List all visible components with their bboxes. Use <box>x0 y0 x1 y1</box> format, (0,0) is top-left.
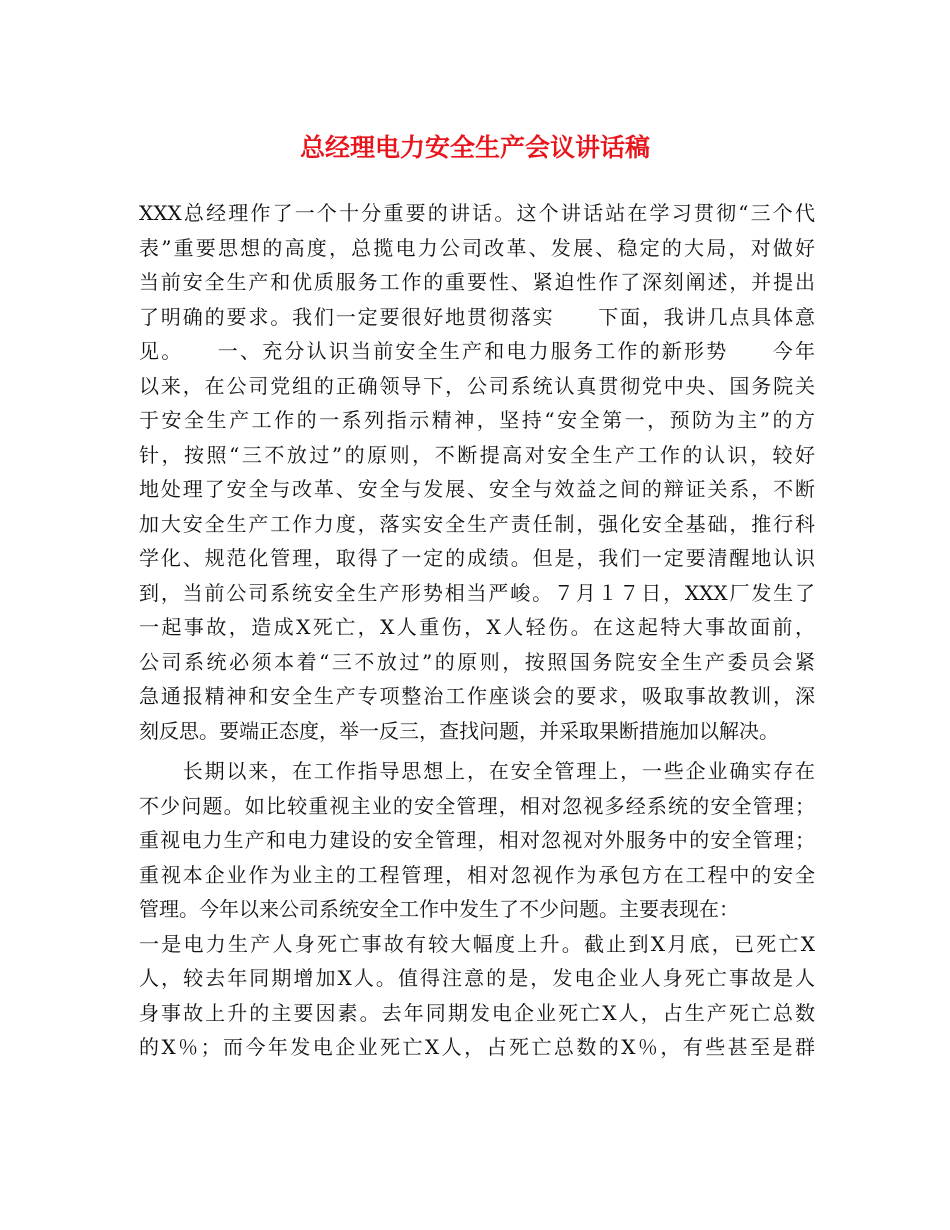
text-line: 一起事故，造成X死亡，X人重伤，X人轻伤。在这起特大事故面前， <box>139 615 815 639</box>
text-line: 人，较去年同期增加X人。值得注意的是，发电企业人身死亡事故是人 <box>139 966 815 990</box>
document-title: 总经理电力安全生产会议讲话稿 <box>299 133 650 162</box>
paragraph-1 <box>139 196 815 748</box>
text-line: 一是电力生产人身死亡事故有较大幅度上升。截止到X月底，已死亡X <box>139 931 815 956</box>
text-line: 长期以来，在工作指导思想上，在安全管理上，一些企业确实存在 <box>139 759 815 783</box>
text-line: 管理。今年以来公司系统安全工作中发生了不少问题。主要表现在： <box>139 897 739 921</box>
text-line: 了明确的要求。我们一定要很好地贯彻落实 下面，我讲几点具体意 <box>139 304 815 329</box>
text-line: 当前安全生产和优质服务工作的重要性、紧迫性作了深刻阐述，并提出 <box>139 270 815 294</box>
text-line: 针，按照“三不放过”的原则，不断提高对安全生产工作的认识，较好 <box>139 442 815 467</box>
text-line: 身事故上升的主要因素。去年同期发电企业死亡X人，占生产死亡总数 <box>139 1000 815 1025</box>
text-line: 刻反思。要端正态度，举一反三，查找问题，并采取果断措施加以解决。 <box>139 718 779 743</box>
text-line: 的X％；而今年发电企业死亡X人，占死亡总数的X％，有些甚至是群 <box>139 1035 815 1059</box>
text-line: 重视电力生产和电力建设的安全管理，相对忽视对外服务中的安全管理； <box>139 828 815 852</box>
text-line: 到，当前公司系统安全生产形势相当严峻。７月１７日，XXX厂发生了 <box>139 580 815 605</box>
text-line: 见。 一、充分认识当前安全生产和电力服务工作的新形势 今年 <box>139 339 815 363</box>
text-line: 不少问题。如比较重视主业的安全管理，相对忽视多经系统的安全管理； <box>139 793 815 818</box>
text-line: 加大安全生产工作力度，落实安全生产责任制，强化安全基础，推行科 <box>139 511 815 536</box>
text-line: 公司系统必须本着“三不放过”的原则，按照国务院安全生产委员会紧 <box>139 649 815 674</box>
document-body <box>139 196 815 1065</box>
text-line: 地处理了安全与改革、安全与发展、安全与效益之间的辩证关系，不断 <box>139 477 815 501</box>
text-line: 表”重要思想的高度，总揽电力公司改革、发展、稳定的大局，对做好 <box>139 235 815 260</box>
paragraph-2 <box>139 754 815 1065</box>
text-line: XXX总经理作了一个十分重要的讲话。这个讲话站在学习贯彻“三个代 <box>139 201 815 225</box>
text-line: 以来，在公司党组的正确领导下，公司系统认真贯彻党中央、国务院关 <box>139 373 815 398</box>
text-line: 于安全生产工作的一系列指示精神，坚持“安全第一，预防为主”的方 <box>139 408 815 432</box>
text-line: 学化、规范化管理，取得了一定的成绩。但是，我们一定要清醒地认识 <box>139 546 815 570</box>
text-line: 急通报精神和安全生产专项整治工作座谈会的要求，吸取事故教训，深 <box>139 684 815 708</box>
text-line: 重视本企业作为业主的工程管理，相对忽视作为承包方在工程中的安全 <box>139 862 815 887</box>
